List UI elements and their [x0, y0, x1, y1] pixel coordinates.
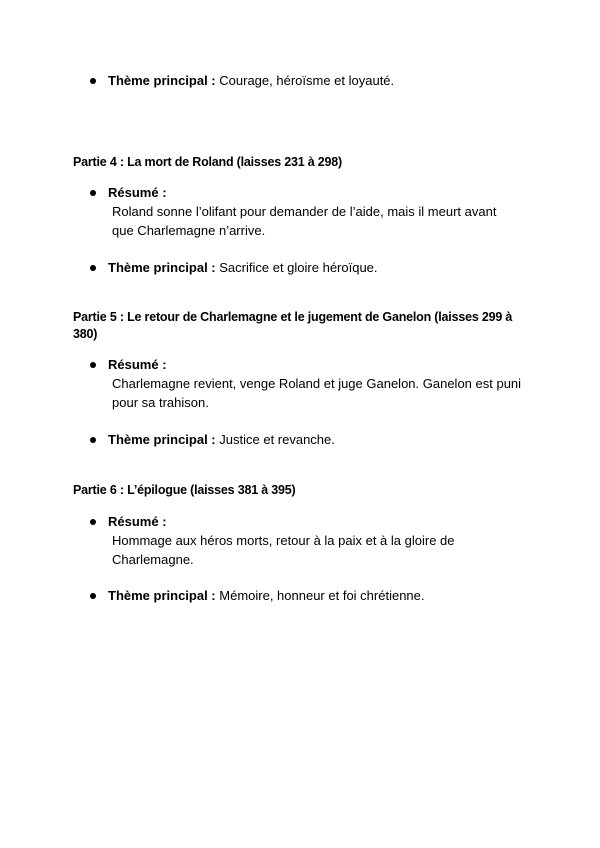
bullet-icon	[90, 265, 96, 271]
theme-text: Sacrifice et gloire héroïque.	[219, 260, 378, 275]
theme-label: Thème principal :	[108, 73, 216, 88]
summary-text: Roland sonne l’olifant pour demander de l’aide, mais il meurt avant que Charlemagne n’arrive.	[112, 204, 497, 238]
part6-heading: Partie 6 : L’épilogue (laisses 381 à 395)	[73, 483, 296, 497]
theme-text: Mémoire, honneur et foi chrétienne.	[219, 588, 425, 603]
summary-label: Résumé :	[108, 514, 167, 529]
theme-item-part4	[108, 258, 538, 277]
theme-item-part3	[108, 71, 538, 90]
summary-label: Résumé :	[108, 357, 167, 372]
bullet-icon	[90, 362, 96, 368]
theme-item-part6	[108, 586, 538, 605]
part4-heading: Partie 4 : La mort de Roland (laisses 231 à 298)	[73, 155, 342, 169]
bullet-icon	[90, 437, 96, 443]
theme-item-part5	[108, 430, 538, 449]
bullet-icon	[90, 519, 96, 525]
part5-heading: Partie 5 : Le retour de Charlemagne et le jugement de Ganelon (laisses 299 à 380)	[73, 310, 513, 341]
summary-item-part4	[108, 183, 538, 240]
theme-label: Thème principal :	[108, 588, 216, 603]
summary-text: Hommage aux héros morts, retour à la paix et à la gloire de Charlemagne.	[112, 533, 455, 567]
theme-label: Thème principal :	[108, 260, 216, 275]
summary-item-part6	[108, 512, 538, 569]
bullet-icon	[90, 593, 96, 599]
theme-label: Thème principal :	[108, 432, 216, 447]
summary-label: Résumé :	[108, 185, 167, 200]
theme-text: Courage, héroïsme et loyauté.	[219, 73, 395, 88]
bullet-icon	[90, 78, 96, 84]
summary-text: Charlemagne revient, venge Roland et juge Ganelon. Ganelon est puni pour sa trahison.	[112, 376, 522, 410]
theme-text: Justice et revanche.	[219, 432, 335, 447]
summary-item-part5	[108, 355, 538, 412]
bullet-icon	[90, 190, 96, 196]
